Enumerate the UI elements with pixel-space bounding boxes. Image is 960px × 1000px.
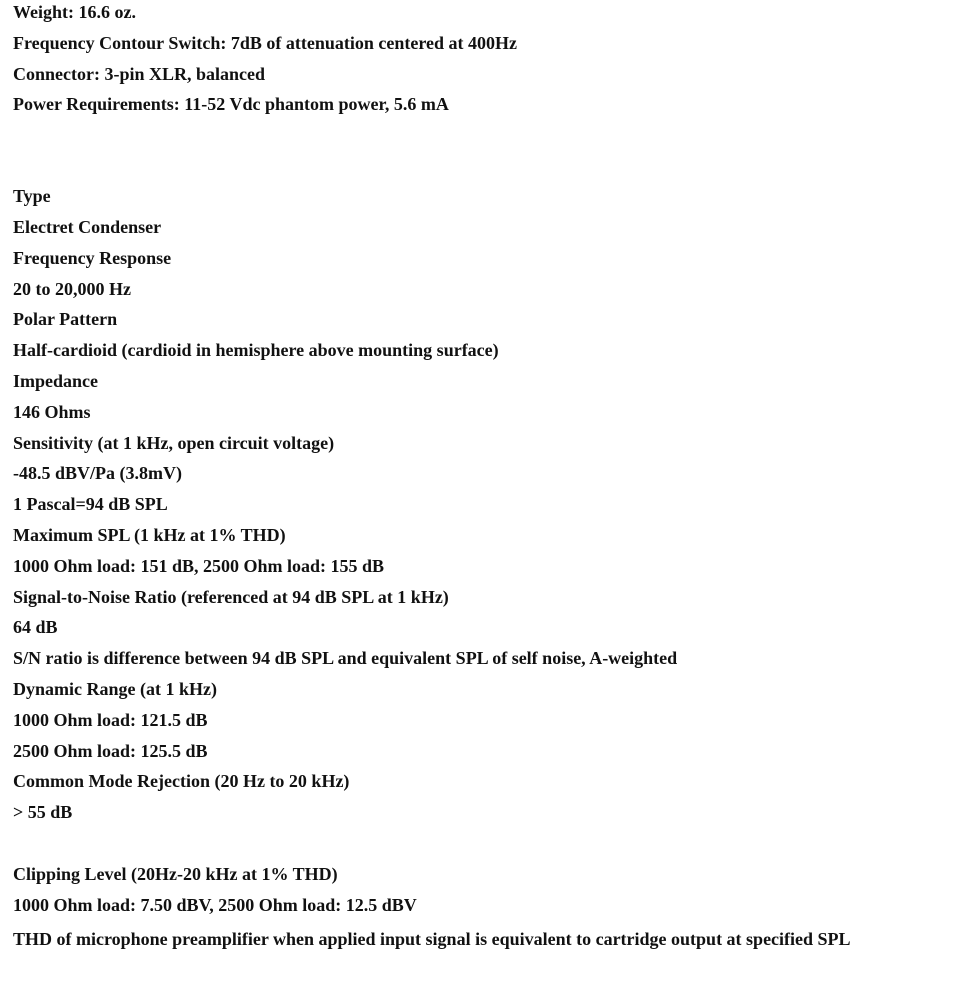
frequency-contour-spec: Frequency Contour Switch: 7dB of attenuation centered at 400Hz: [13, 32, 517, 53]
max-spl-value: 1000 Ohm load: 151 dB, 2500 Ohm load: 155 dB: [13, 555, 385, 576]
connector-spec: Connector: 3-pin XLR, balanced: [13, 63, 266, 84]
polar-pattern-value: Half-cardioid (cardioid in hemisphere above mounting surface): [13, 340, 499, 361]
snr-value: 64 dB: [13, 617, 58, 638]
max-spl-label: Maximum SPL (1 kHz at 1% THD): [13, 524, 286, 545]
snr-label: Signal-to-Noise Ratio (referenced at 94 dB SPL at 1 kHz): [13, 586, 449, 607]
impedance-value: 146 Ohms: [13, 401, 91, 422]
type-value: Electret Condenser: [13, 216, 162, 237]
thd-note: THD of microphone preamplifier when applied input signal is equivalent to cartridge output at specified SPL: [13, 928, 851, 949]
power-spec: Power Requirements: 11-52 Vdc phantom power, 5.6 mA: [13, 94, 449, 115]
spec-document: [13, 0, 943, 954]
section-spacer: [13, 831, 943, 862]
sensitivity-label: Sensitivity (at 1 kHz, open circuit voltage): [13, 432, 335, 453]
polar-pattern-label: Polar Pattern: [13, 309, 118, 330]
clipping-level-value: 1000 Ohm load: 7.50 dBV, 2500 Ohm load: 12.5 dBV: [13, 894, 417, 915]
dynamic-range-label: Dynamic Range (at 1 kHz): [13, 678, 217, 699]
frequency-response-label: Frequency Response: [13, 247, 172, 268]
clipping-level-label: Clipping Level (20Hz-20 kHz at 1% THD): [13, 863, 338, 884]
cmr-label: Common Mode Rejection (20 Hz to 20 kHz): [13, 771, 350, 792]
dynamic-range-value-1000: 1000 Ohm load: 121.5 dB: [13, 709, 208, 730]
frequency-response-value: 20 to 20,000 Hz: [13, 278, 131, 299]
impedance-label: Impedance: [13, 370, 98, 391]
weight-spec: Weight: 16.6 oz.: [13, 2, 136, 22]
type-label: Type: [13, 186, 51, 207]
sensitivity-note: 1 Pascal=94 dB SPL: [13, 494, 168, 515]
cmr-value: > 55 dB: [13, 802, 73, 823]
section-spacer: [13, 123, 943, 184]
sensitivity-value: -48.5 dBV/Pa (3.8mV): [13, 463, 182, 484]
dynamic-range-value-2500: 2500 Ohm load: 125.5 dB: [13, 740, 208, 761]
snr-note: S/N ratio is difference between 94 dB SPL and equivalent SPL of self noise, A-weighted: [13, 648, 678, 669]
